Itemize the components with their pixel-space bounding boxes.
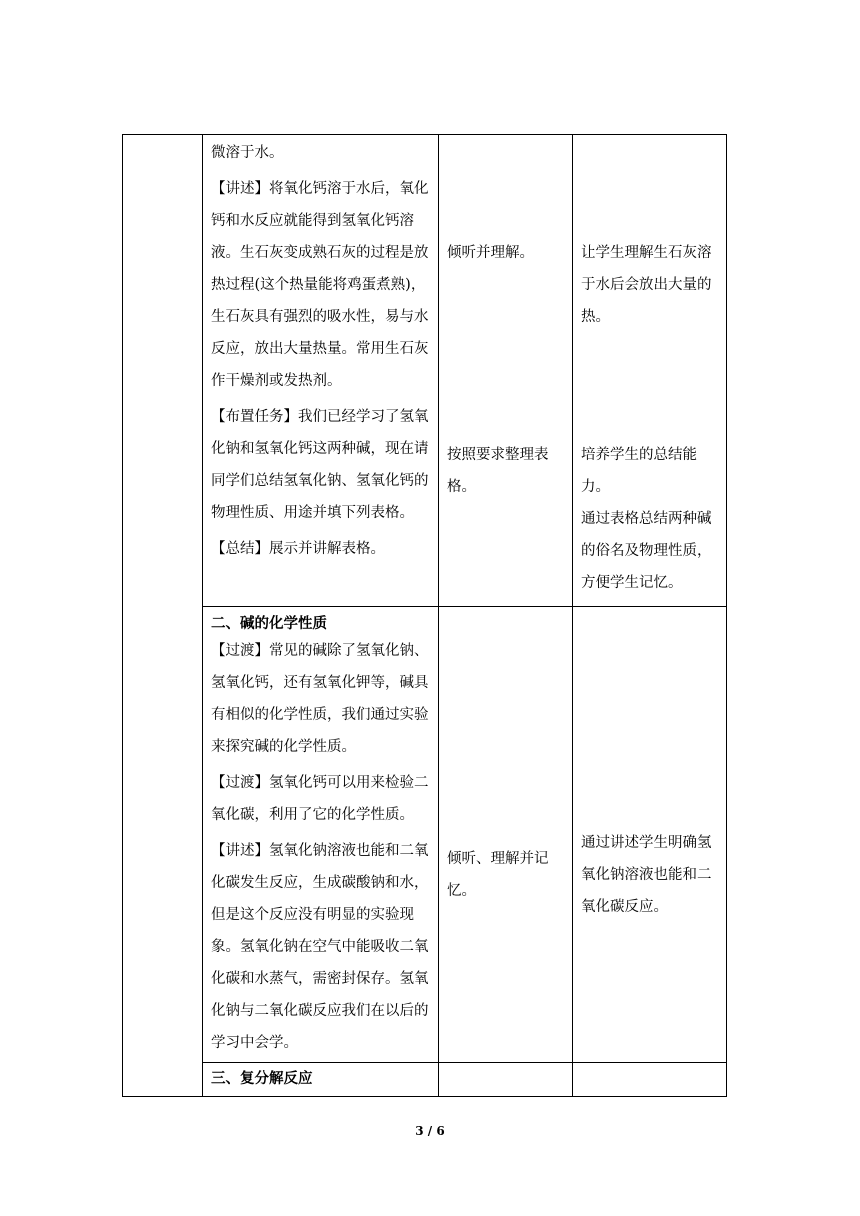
student-text: 按照要求整理表格。 — [447, 447, 549, 495]
stage-column-cell — [123, 135, 203, 1097]
intent-text: 通过讲述学生明确氢氧化钠溶液也能和二氧化碳反应。 — [581, 835, 712, 915]
teacher-text: 【过渡】常见的碱除了氢氧化钠、氢氧化钙，还有氢氧化钾等，碱具有相似的化学性质，我们通过实验来探究碱的化学性质。 — [211, 643, 429, 755]
teacher-activity-cell — [203, 135, 439, 607]
student-activity-cell — [439, 135, 573, 607]
teacher-text: 微溶于水。 — [211, 145, 284, 161]
lesson-plan-table — [122, 134, 727, 1097]
intent-text: 通过表格总结两种碱的俗名及物理性质，方便学生记忆。 — [581, 511, 712, 591]
student-activity-cell — [439, 1063, 573, 1097]
page-number: 3 / 6 — [415, 1124, 445, 1138]
design-intent-cell — [573, 135, 727, 607]
table-row — [123, 135, 727, 607]
teacher-text: 【讲述】氢氧化钠溶液也能和二氧化碳发生反应，生成碳酸钠和水，但是这个反应没有明显的实验现象。氢氧化钠在空气中能吸收二氧化碳和水蒸气，需密封保存。氢氧化钠与二氧化碳反应我们在以后的学习中会学。 — [211, 843, 429, 1051]
teacher-text: 【布置任务】我们已经学习了氢氧化钠和氢氧化钙这两种碱，现在请同学们总结氢氧化钠、氢氧化钙的物理性质、用途并填下列表格。 — [211, 409, 429, 521]
intent-text: 培养学生的总结能力。 — [581, 447, 697, 495]
intent-text: 让学生理解生石灰溶于水后会放出大量的热。 — [581, 245, 712, 325]
student-activity-cell — [439, 607, 573, 1063]
teacher-text: 【总结】展示并讲解表格。 — [211, 541, 385, 557]
table-row — [123, 1063, 727, 1097]
student-text: 倾听、理解并记忆。 — [447, 851, 549, 899]
table-row — [123, 607, 727, 1063]
teacher-text: 【讲述】将氧化钙溶于水后，氧化钙和水反应就能得到氢氧化钙溶液。生石灰变成熟石灰的过程是放热过程(这个热量能将鸡蛋煮熟)，生石灰具有强烈的吸水性，易与水反应，放出大量热量。常用生石灰作干燥剂或发热剂。 — [211, 181, 429, 389]
teacher-activity-cell — [203, 1063, 439, 1097]
section-heading: 二、碱的化学性质 — [211, 615, 327, 632]
student-text: 倾听并理解。 — [447, 245, 534, 261]
section-heading: 三、复分解反应 — [211, 1070, 313, 1087]
teacher-activity-cell — [203, 607, 439, 1063]
design-intent-cell — [573, 607, 727, 1063]
design-intent-cell — [573, 1063, 727, 1097]
teacher-text: 【过渡】氢氧化钙可以用来检验二氧化碳，利用了它的化学性质。 — [211, 775, 429, 823]
